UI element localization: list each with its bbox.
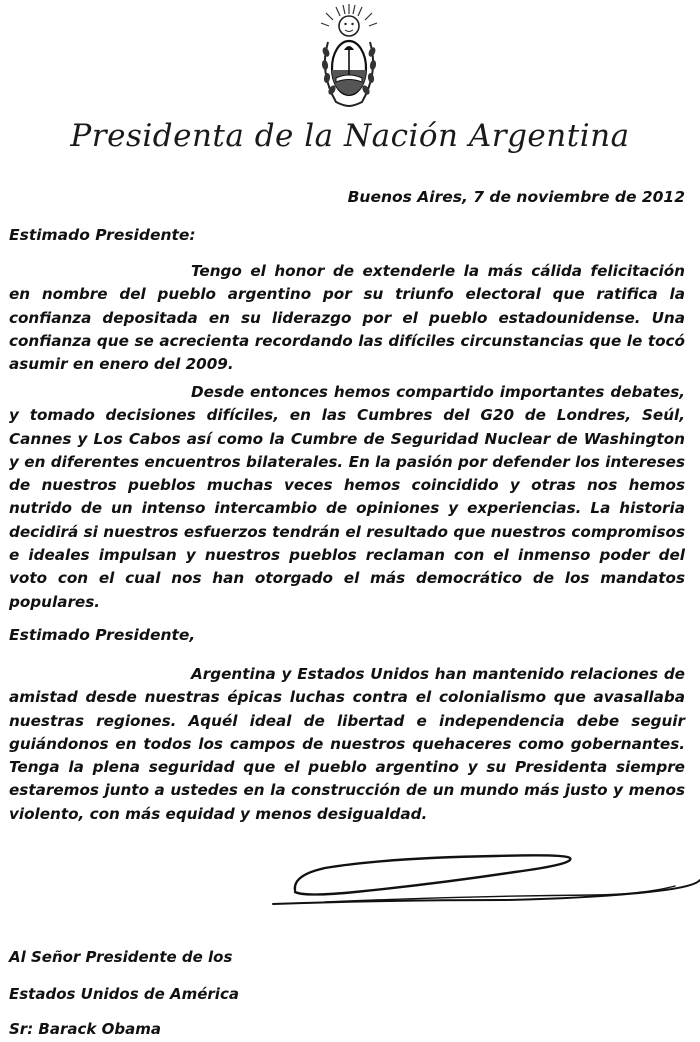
letterhead-title: Presidenta de la Nación Argentina bbox=[70, 118, 630, 154]
salutation-2: Estimado Presidente, bbox=[9, 626, 196, 644]
coat-of-arms-seal bbox=[314, 2, 384, 112]
addressee-line-1: Al Señor Presidente de los bbox=[9, 948, 233, 966]
salutation-1: Estimado Presidente: bbox=[9, 226, 196, 244]
addressee-line-3: Sr: Barack Obama bbox=[9, 1020, 161, 1038]
date-line: Buenos Aires, 7 de noviembre de 2012 bbox=[347, 188, 685, 206]
signature bbox=[265, 840, 700, 920]
paragraph-2: Desde entonces hemos compartido importantes debates, y tomado decisiones difíciles, en las Cumbres del G20 de Londres, Seúl, Cannes y Los Cabos así como la Cumbre de Seguridad Nuclear de Washington y en diferentes encuentros bilaterales. En la pasión por defender los intereses de nuestros pueblos muchas veces hemos coincidido y otras nos hemos nutrido de un intenso intercambio de opiniones y experiencias. La historia decidirá si nuestros esfuerzos tendrán el resultado que nuestros compromisos e ideales impulsan y nuestros pueblos reclaman con el inmenso poder del voto con el cual nos han otorgado el más democrático de los mandatos populares. bbox=[9, 383, 685, 611]
addressee-line-2: Estados Unidos de América bbox=[9, 985, 239, 1003]
paragraph-3: Argentina y Estados Unidos han mantenido relaciones de amistad desde nuestras épicas luchas contra el colonialismo que avasallaba nuestras regiones. Aquél ideal de libertad e independencia debe seguir guiándonos en todos los campos de nuestros quehaceres como gobernantes. Tenga la plena seguridad que el pueblo argentino y su Presidenta siempre estaremos junto a ustedes en la construcción de un mundo más justo y menos violento, con más equidad y menos desigualdad. bbox=[9, 665, 685, 823]
paragraph-1: Tengo el honor de extenderle la más cálida felicitación en nombre del pueblo argentino por su triunfo electoral que ratifica la confianza depositada en su liderazgo por el pueblo estadounidense. Una confianza que se acrecienta recordando las difíciles circunstancias que le tocó asumir en enero del 2009. bbox=[9, 262, 685, 374]
